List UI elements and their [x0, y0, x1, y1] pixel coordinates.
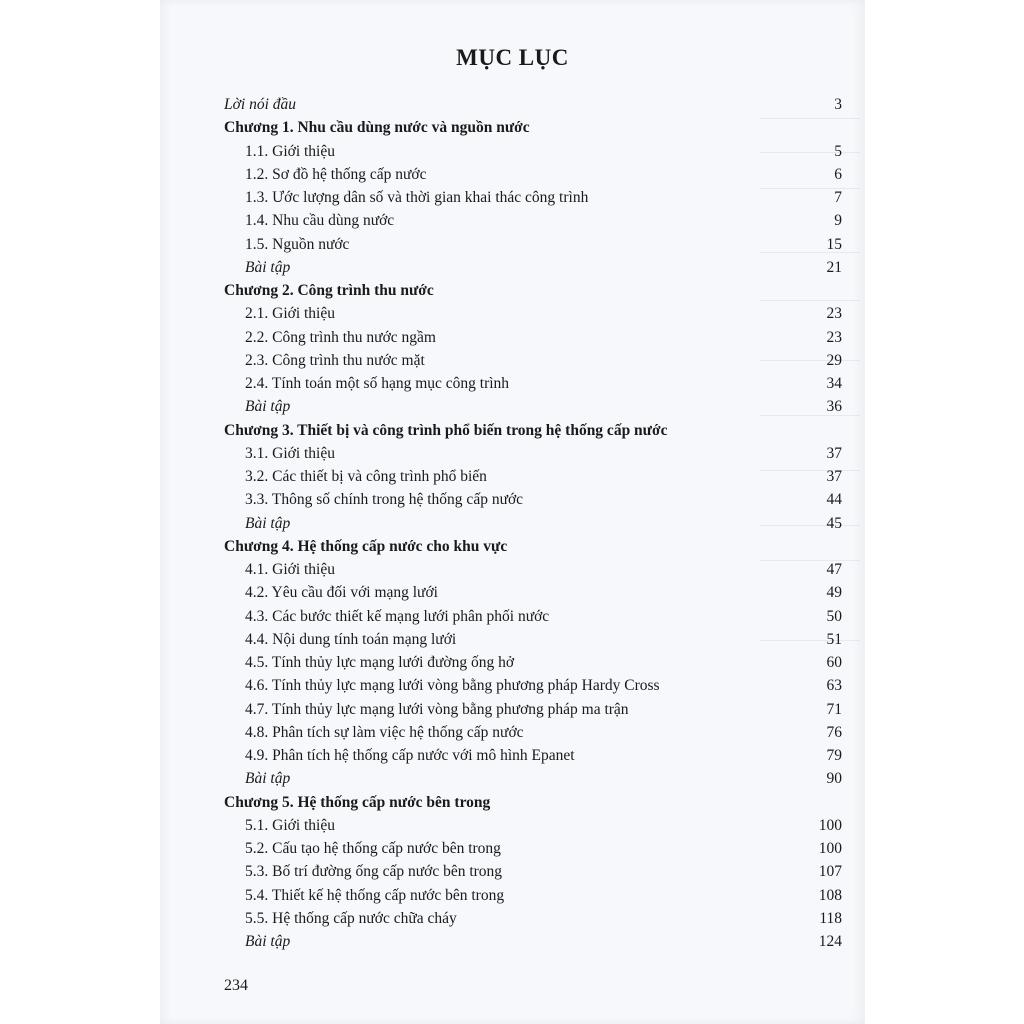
toc-row [224, 256, 842, 279]
toc-row [224, 558, 842, 581]
toc-row [224, 581, 842, 604]
toc-entry-label: 5.4. Thiết kế hệ thống cấp nước bên trong [245, 886, 505, 904]
toc-row [224, 140, 842, 163]
toc-row [224, 651, 842, 674]
toc-entry-page: 9 [834, 212, 842, 230]
toc-row [224, 488, 842, 511]
toc-entry-page: 44 [826, 491, 842, 509]
toc-entry-page: 23 [826, 328, 842, 346]
toc-entry-page: 76 [826, 723, 842, 741]
toc-entry-page: 79 [826, 747, 842, 764]
toc-entry-label: 1.4. Nhu cầu dùng nước [245, 212, 395, 230]
toc-row [224, 674, 842, 697]
toc-entry-label: 1.1. Giới thiệu [245, 142, 335, 160]
toc-chapter-row [224, 279, 842, 302]
toc-entry-page: 45 [826, 514, 842, 532]
toc-entry-page: 107 [818, 863, 842, 881]
toc-row [224, 814, 842, 837]
toc-entry-page: 34 [826, 375, 842, 392]
toc-entry-page: 47 [826, 561, 842, 578]
toc-entry-page: 124 [818, 933, 842, 950]
toc-row [224, 884, 842, 907]
toc-entry-label: 5.2. Cấu tạo hệ thống cấp nước bên trong [245, 840, 501, 857]
toc-row [224, 233, 842, 256]
toc-entry-label: 4.6. Tính thủy lực mạng lưới vòng bằng phương pháp Hardy Cross [245, 677, 660, 695]
toc-row [224, 372, 842, 395]
toc-entry-label: Chương 5. Hệ thống cấp nước bên trong [224, 793, 491, 811]
toc-entry-label: Chương 4. Hệ thống cấp nước cho khu vực [224, 537, 508, 555]
toc-entry-page: 49 [826, 584, 842, 602]
toc-row [224, 837, 842, 860]
toc-entry-label: 4.1. Giới thiệu [245, 561, 335, 578]
toc-row [224, 930, 842, 953]
toc-entry-label: 4.8. Phân tích sự làm việc hệ thống cấp nước [245, 723, 524, 741]
toc-entry-label: 4.2. Yêu cầu đối với mạng lưới [245, 584, 438, 602]
toc-row [224, 465, 842, 488]
toc-chapter-row [224, 419, 842, 442]
toc-row [224, 512, 842, 535]
toc-entry-page: 21 [826, 258, 842, 276]
toc-row [224, 395, 842, 418]
toc-entry-label: Bài tập [245, 770, 291, 788]
toc-entry-label: 3.2. Các thiết bị và công trình phổ biến [245, 468, 487, 485]
toc-entry-label: 4.5. Tính thủy lực mạng lưới đường ống hở [245, 654, 515, 671]
toc-chapter-row [224, 116, 842, 139]
toc-entry-page: 3 [834, 96, 842, 113]
table-of-contents [224, 93, 842, 953]
toc-entry-label: 5.5. Hệ thống cấp nước chữa cháy [245, 909, 457, 927]
page-number: 234 [224, 977, 248, 994]
toc-entry-page: 90 [826, 770, 842, 788]
toc-entry-label: 5.3. Bố trí đường ống cấp nước bên trong [245, 863, 503, 881]
toc-entry-page: 5 [834, 142, 842, 160]
toc-row [224, 907, 842, 930]
document-page [160, 0, 865, 1024]
toc-entry-page: 6 [834, 165, 842, 183]
toc-row [224, 93, 842, 116]
page-title: MỤC LỤC [456, 45, 569, 70]
toc-entry-page: 15 [826, 235, 842, 253]
toc-entry-label: 4.4. Nội dung tính toán mạng lưới [245, 630, 457, 648]
toc-entry-label: 4.9. Phân tích hệ thống cấp nước với mô hình Epanet [245, 747, 575, 764]
toc-row [224, 860, 842, 883]
toc-entry-page: 37 [826, 468, 842, 485]
toc-entry-page: 7 [834, 189, 842, 206]
toc-entry-label: 3.3. Thông số chính trong hệ thống cấp nước [245, 491, 524, 509]
toc-row [224, 605, 842, 628]
toc-chapter-row [224, 535, 842, 558]
toc-entry-label: 2.4. Tính toán một số hạng mục công trình [245, 375, 510, 392]
toc-entry-label: Bài tập [245, 398, 291, 416]
toc-entry-label: 5.1. Giới thiệu [245, 816, 335, 834]
toc-entry-page: 50 [826, 607, 842, 625]
toc-entry-label: 3.1. Giới thiệu [245, 444, 335, 462]
toc-entry-label: Chương 2. Công trình thu nước [224, 282, 434, 299]
toc-entry-label: 1.5. Nguồn nước [245, 235, 350, 253]
toc-entry-page: 100 [818, 840, 842, 857]
toc-row [224, 302, 842, 325]
toc-entry-label: 1.3. Ước lượng dân số và thời gian khai thác công trình [245, 189, 589, 206]
toc-entry-page: 37 [826, 444, 842, 462]
toc-row [224, 442, 842, 465]
toc-entry-label: Chương 1. Nhu cầu dùng nước và nguồn nước [224, 119, 530, 137]
toc-entry-page: 118 [819, 909, 842, 927]
toc-entry-label: 2.2. Công trình thu nước ngầm [245, 328, 436, 346]
toc-entry-page: 60 [826, 654, 842, 671]
toc-row [224, 326, 842, 349]
toc-entry-page: 36 [826, 398, 842, 416]
toc-row [224, 744, 842, 767]
toc-entry-label: 1.2. Sơ đồ hệ thống cấp nước [245, 165, 427, 183]
toc-entry-label: Bài tập [245, 933, 291, 950]
toc-entry-label: 2.3. Công trình thu nước mặt [245, 351, 425, 369]
toc-row [224, 721, 842, 744]
toc-entry-label: 2.1. Giới thiệu [245, 305, 335, 323]
toc-row [224, 209, 842, 232]
toc-row [224, 698, 842, 721]
toc-entry-label: Bài tập [245, 258, 291, 276]
toc-entry-page: 63 [826, 677, 842, 695]
toc-row [224, 163, 842, 186]
toc-row [224, 349, 842, 372]
toc-entry-label: Lời nói đầu [224, 96, 297, 113]
toc-entry-label: Chương 3. Thiết bị và công trình phổ biến trong hệ thống cấp nước [224, 421, 668, 439]
toc-chapter-row [224, 791, 842, 814]
toc-entry-page: 23 [826, 305, 842, 323]
toc-entry-page: 71 [826, 700, 842, 718]
toc-entry-label: 4.3. Các bước thiết kế mạng lưới phân phối nước [245, 607, 550, 625]
toc-entry-page: 108 [818, 886, 842, 904]
toc-entry-page: 100 [818, 816, 842, 834]
toc-entry-page: 29 [826, 351, 842, 369]
toc-entry-label: 4.7. Tính thủy lực mạng lưới vòng bằng phương pháp ma trận [245, 700, 629, 718]
toc-entry-label: Bài tập [245, 514, 291, 532]
toc-row [224, 628, 842, 651]
toc-entry-page: 51 [826, 630, 842, 648]
toc-row [224, 186, 842, 209]
toc-row [224, 767, 842, 790]
